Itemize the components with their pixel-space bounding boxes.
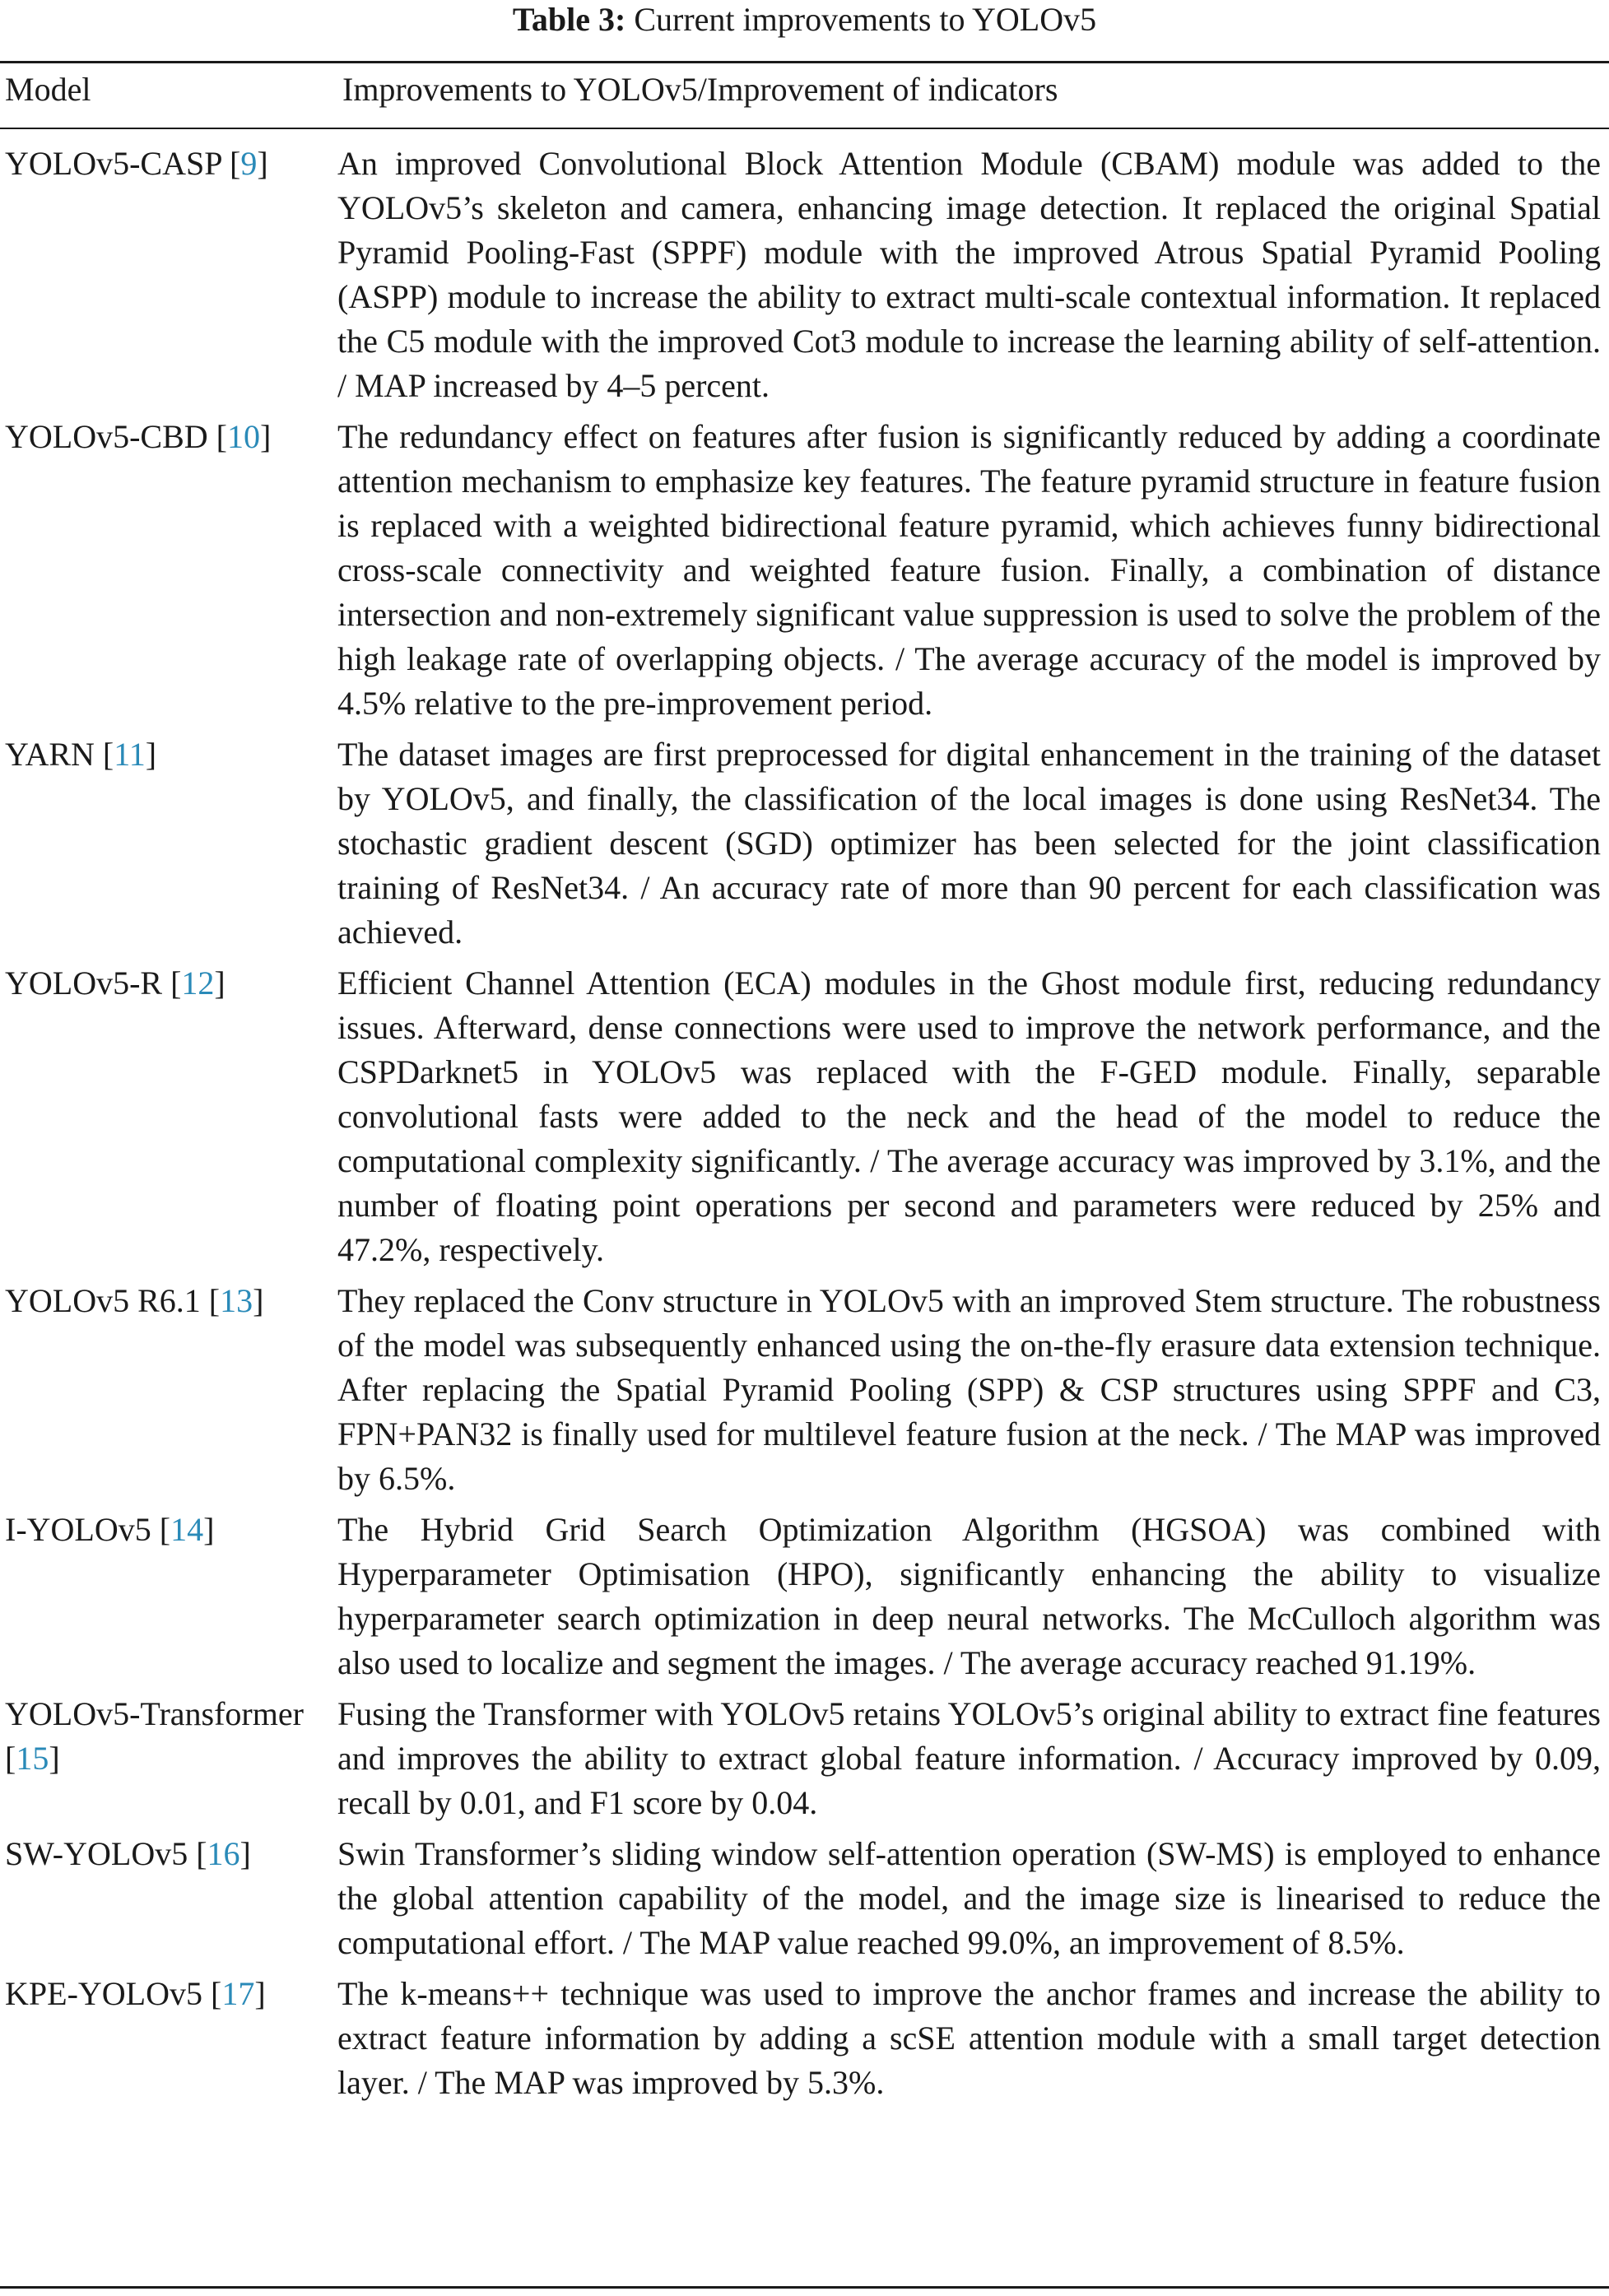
improvement-cell: Swin Transformer’s sliding window self-attention operation (SW-MS) is employed to enhance the global attention capability of the model, and the image size is linearised to reduce the computational effort. / The MAP value reached 99.0%, an improvement of 8.5%.: [337, 1835, 1601, 1961]
table-row: [0, 732, 1609, 955]
model-cell: YARN [11]: [5, 736, 157, 773]
citation-link[interactable]: 17: [221, 1975, 255, 2012]
model-cell: YOLOv5-R [12]: [5, 964, 226, 1002]
model-name: YOLOv5 R6.1: [5, 1282, 201, 1319]
header-model: Model: [5, 71, 91, 108]
model-cell: YOLOv5-CASP [9]: [5, 145, 268, 182]
citation-link[interactable]: 10: [227, 418, 260, 455]
citation-link[interactable]: 12: [181, 964, 215, 1002]
citation-link[interactable]: 14: [170, 1511, 204, 1548]
model-cell: KPE-YOLOv5 [17]: [5, 1975, 266, 2012]
table-row: [0, 415, 1609, 726]
model-cell: YOLOv5-Transformer [15]: [5, 1695, 304, 1777]
table-row: [0, 961, 1609, 1272]
model-name: YOLOv5-Transformer: [5, 1695, 304, 1732]
model-cell: I-YOLOv5 [14]: [5, 1511, 215, 1548]
model-name: SW-YOLOv5: [5, 1835, 188, 1872]
table-row: [0, 1508, 1609, 1685]
citation-link[interactable]: 16: [207, 1835, 240, 1872]
improvement-cell: They replaced the Conv structure in YOLOv5 with an improved Stem structure. The robustness of the model was subsequently enhanced using the on-the-fly erasure data extension technique. After replacing the Spatial Pyramid Pooling (SPP) & CSP structures using SPPF and C3, FPN+PAN32 is finally used for multilevel feature fusion at the neck. / The MAP was improved by 6.5%.: [337, 1282, 1601, 1497]
table-row: [0, 1692, 1609, 1825]
model-name: I-YOLOv5: [5, 1511, 151, 1548]
improvement-cell: The Hybrid Grid Search Optimization Algorithm (HGSOA) was combined with Hyperparameter Optimisation (HPO), significantly enhancing the ability to visualize hyperparameter search optimization in deep neural networks. The McCulloch algorithm was also used to localize and segment the images. / The average accuracy reached 91.19%.: [337, 1511, 1601, 1681]
improvement-cell: Efficient Channel Attention (ECA) modules in the Ghost module first, reducing redundancy issues. Afterward, dense connections were used to improve the network performance, and the CSPDarknet5 in YOLOv5 was replaced with the F-GED module. Finally, separable convolutional fasts were added to the neck and the head of the model to reduce the computational complexity significantly. / The average accuracy was improved by 3.1%, and the number of floating point operations per second and parameters were reduced by 25% and 47.2%, respectively.: [337, 964, 1601, 1268]
model-name: KPE-YOLOv5: [5, 1975, 202, 2012]
table-header-rule: [0, 128, 1609, 129]
table-row: [0, 1279, 1609, 1501]
header-improvements: Improvements to YOLOv5/Improvement of indicators: [342, 71, 1058, 108]
citation-link[interactable]: 11: [114, 736, 146, 773]
improvement-cell: The dataset images are first preprocessed for digital enhancement in the training of the dataset by YOLOv5, and finally, the classification of the local images is done using ResNet34. The stochastic gradient descent (SGD) optimizer has been selected for the joint classification training of ResNet34. / An accuracy rate of more than 90 percent for each classification was achieved.: [337, 736, 1601, 950]
model-cell: YOLOv5-CBD [10]: [5, 418, 272, 455]
citation-link[interactable]: 13: [220, 1282, 253, 1319]
model-cell: SW-YOLOv5 [16]: [5, 1835, 251, 1872]
table-caption: [0, 0, 1609, 40]
table-top-rule: [0, 61, 1609, 63]
improvement-cell: An improved Convolutional Block Attention Module (CBAM) module was added to the YOLOv5’s skeleton and camera, enhancing image detection. It replaced the original Spatial Pyramid Pooling-Fast (SPPF) module with the improved Atrous Spatial Pyramid Pooling (ASPP) module to increase the ability to extract multi-scale contextual information. It replaced the C5 module with the improved Cot3 module to increase the learning ability of self-attention. / MAP increased by 4–5 percent.: [337, 145, 1601, 404]
model-cell: YOLOv5 R6.1 [13]: [5, 1282, 264, 1319]
table-row: [0, 1972, 1609, 2105]
improvement-cell: The redundancy effect on features after fusion is significantly reduced by adding a coordinate attention mechanism to emphasize key features. The feature pyramid structure in feature fusion is replaced with a weighted bidirectional feature pyramid, which achieves funny bidirectional cross-scale connectivity and weighted feature fusion. Finally, a combination of distance intersection and non-extremely significant value suppression is used to solve the problem of the high leakage rate of overlapping objects. / The average accuracy of the model is improved by 4.5% relative to the pre-improvement period.: [337, 418, 1601, 722]
model-name: YOLOv5-CASP: [5, 145, 221, 182]
model-name: YOLOv5-CBD: [5, 418, 208, 455]
model-name: YOLOv5-R: [5, 964, 163, 1002]
table-body: [0, 142, 1609, 2112]
citation-link[interactable]: 15: [16, 1740, 49, 1777]
improvement-cell: Fusing the Transformer with YOLOv5 retains YOLOv5’s original ability to extract fine features and improves the ability to extract global feature information. / Accuracy improved by 0.09, recall by 0.01, and F1 score by 0.04.: [337, 1695, 1601, 1821]
model-name: YARN: [5, 736, 95, 773]
citation-link[interactable]: 9: [240, 145, 258, 182]
table-row: [0, 1832, 1609, 1965]
table-row: [0, 142, 1609, 408]
table-caption-title: Current improvements to YOLOv5: [634, 1, 1097, 38]
table-bottom-rule: [0, 2286, 1609, 2289]
improvement-cell: The k-means++ technique was used to improve the anchor frames and increase the ability to extract feature information by adding a scSE attention module with a small target detection layer. / The MAP was improved by 5.3%.: [337, 1975, 1601, 2101]
table-caption-label: Table 3:: [512, 1, 626, 38]
